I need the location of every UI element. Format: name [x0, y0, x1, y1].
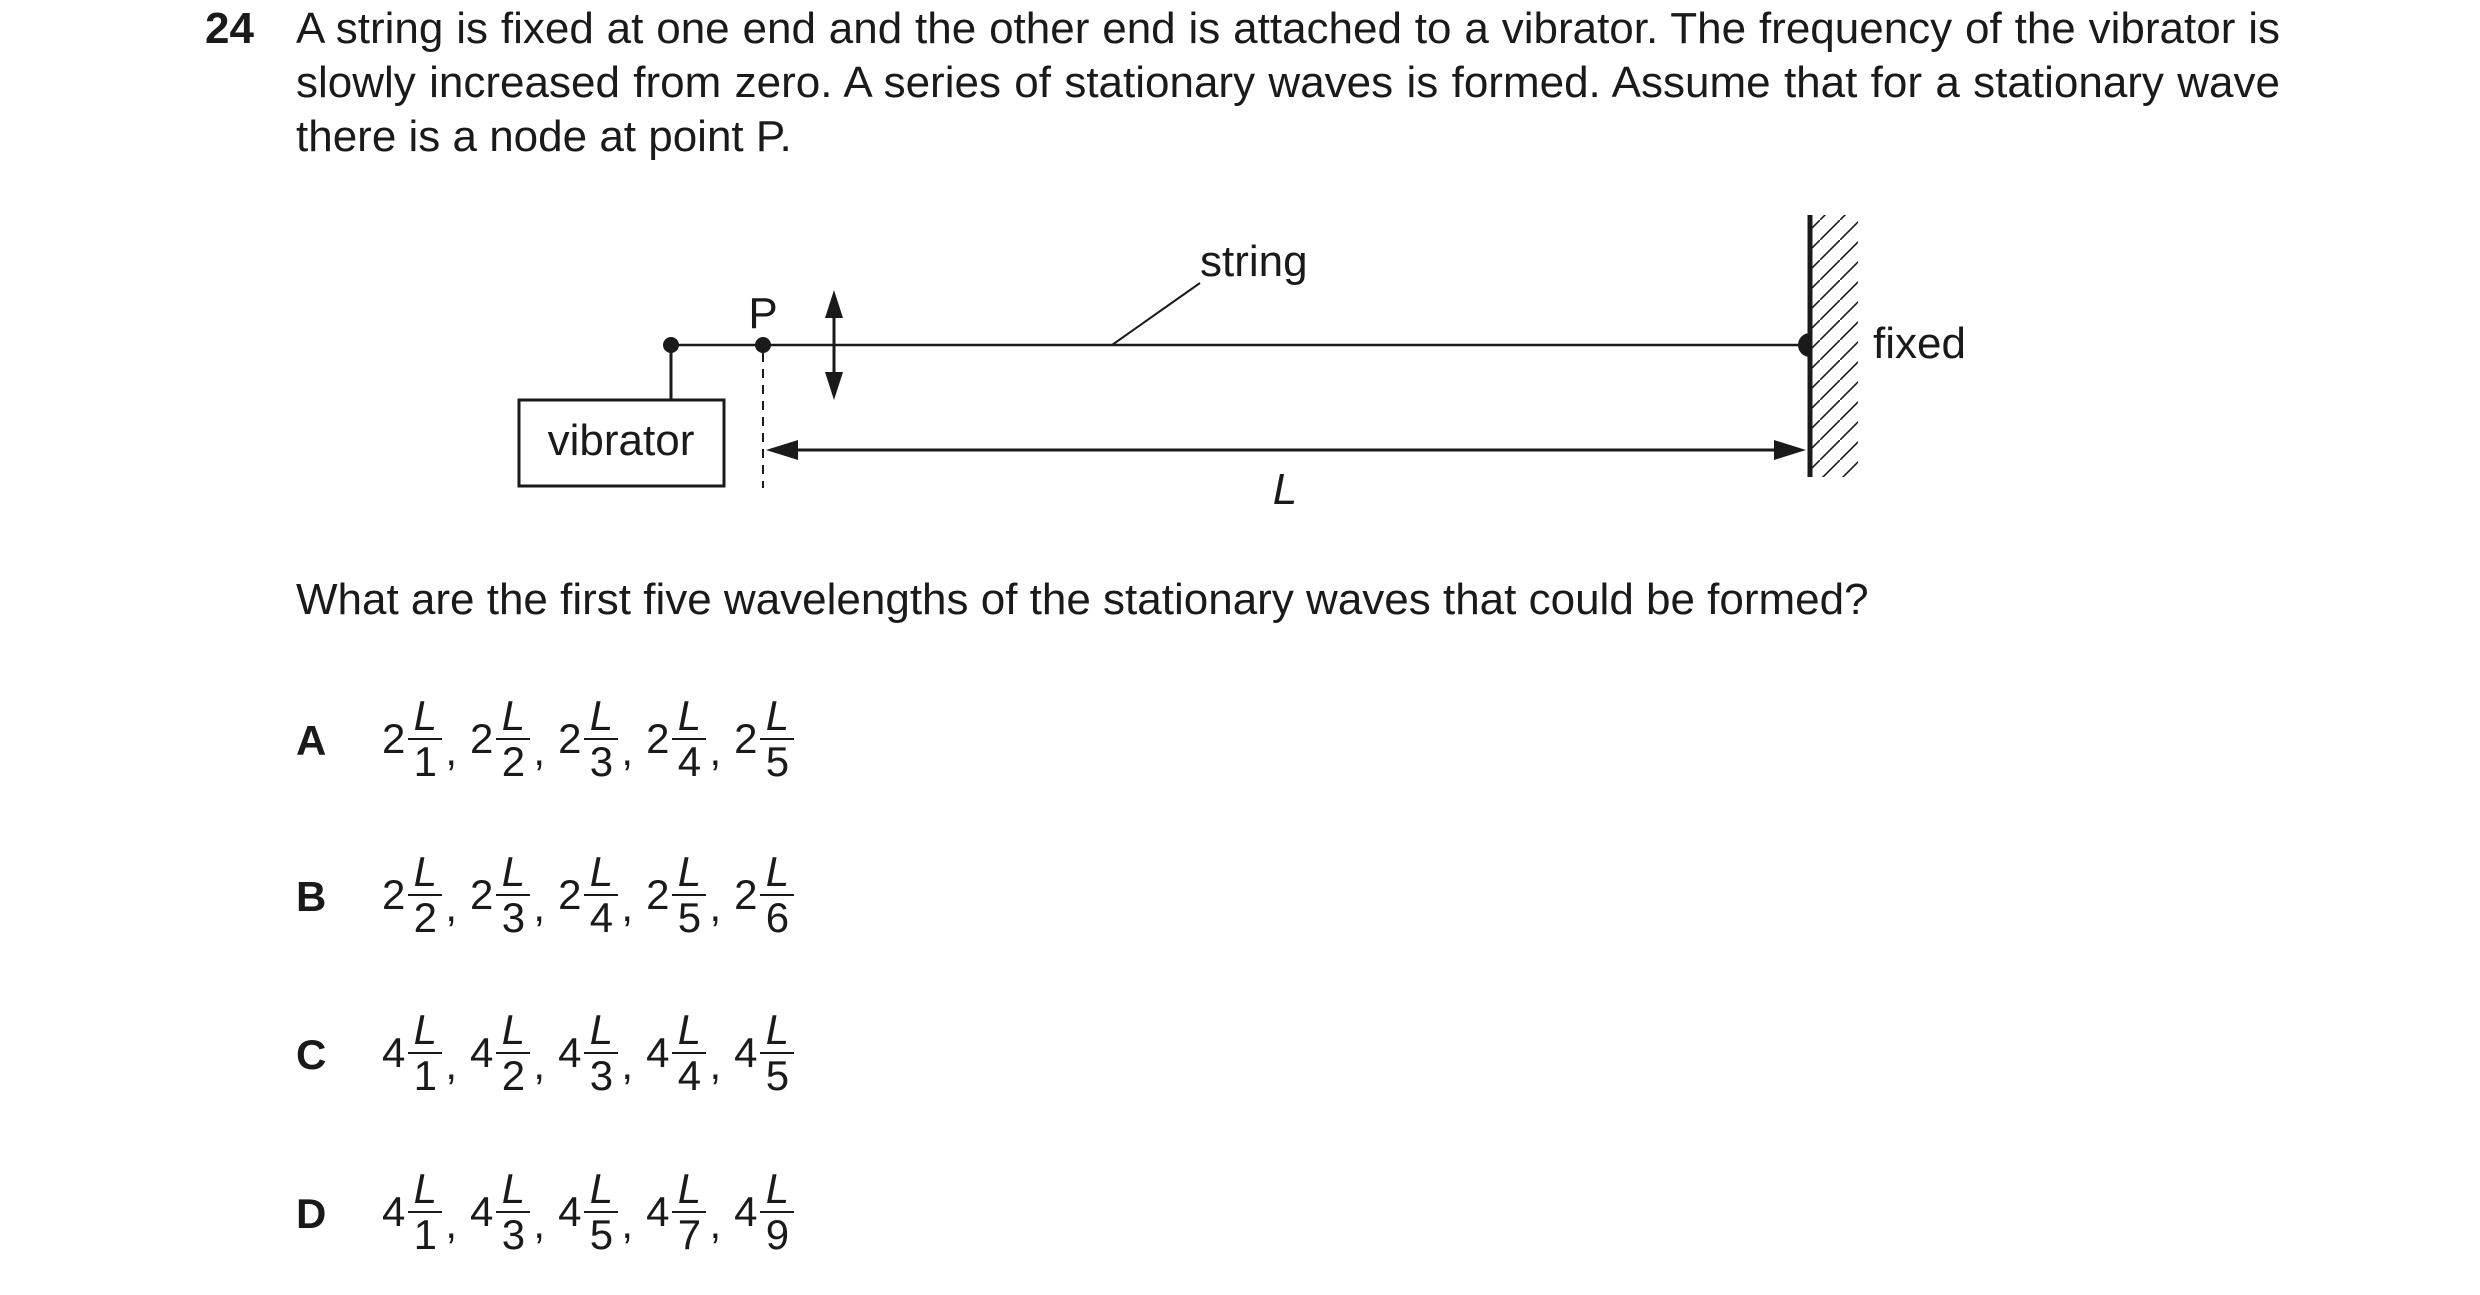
coefficient: 2	[734, 715, 758, 762]
denominator: 5	[589, 1211, 614, 1258]
fraction	[584, 1167, 618, 1257]
option-expression	[382, 840, 794, 950]
stationary-wave-diagram	[0, 0, 2480, 560]
fraction-term	[470, 1167, 530, 1257]
length-dimension-arrow	[766, 440, 1806, 460]
numerator: L	[413, 1165, 438, 1212]
fraction	[760, 694, 794, 784]
coefficient: 2	[382, 715, 406, 762]
string-leader-line	[1112, 283, 1200, 345]
coefficient: 2	[558, 715, 582, 762]
numerator: L	[413, 848, 438, 895]
coefficient: 4	[470, 1029, 494, 1076]
numerator: L	[589, 692, 614, 739]
denominator: 3	[589, 738, 614, 785]
coefficient: 4	[734, 1029, 758, 1076]
fraction	[760, 850, 794, 940]
fraction-term	[646, 1167, 706, 1257]
fraction-term	[734, 850, 794, 940]
coefficient: 4	[382, 1029, 406, 1076]
coefficient: 4	[382, 1188, 406, 1235]
fraction-term	[470, 694, 530, 784]
fraction-term	[558, 694, 618, 784]
question-prompt: What are the first five wavelengths of the stationary waves that could be formed?	[296, 575, 1869, 624]
fraction	[496, 694, 530, 784]
denominator: 4	[589, 894, 614, 941]
denominator: 4	[677, 1052, 702, 1099]
separator-comma: ,	[709, 1041, 722, 1088]
separator-comma: ,	[445, 883, 458, 930]
coefficient: 4	[646, 1188, 670, 1235]
fixed-label: fixed	[1873, 319, 1966, 368]
fraction-term	[470, 850, 530, 940]
fraction-term	[382, 850, 442, 940]
option-letter: B	[296, 873, 327, 920]
numerator: L	[501, 1165, 526, 1212]
denominator: 2	[413, 894, 438, 941]
numerator: L	[413, 692, 438, 739]
denominator: 3	[589, 1052, 614, 1099]
fraction	[408, 1008, 442, 1098]
denominator: 9	[765, 1211, 790, 1258]
fraction-term	[646, 694, 706, 784]
fraction	[408, 694, 442, 784]
coefficient: 4	[470, 1188, 494, 1235]
string-label: string	[1200, 237, 1308, 286]
vibrator-label: vibrator	[547, 416, 695, 465]
fraction-term	[734, 1008, 794, 1098]
fraction	[496, 1008, 530, 1098]
coefficient: 2	[646, 715, 670, 762]
numerator: L	[677, 692, 702, 739]
denominator: 6	[765, 894, 790, 941]
separator-comma: ,	[621, 1041, 634, 1088]
fraction-term	[646, 1008, 706, 1098]
denominator: 5	[677, 894, 702, 941]
fraction	[672, 1008, 706, 1098]
separator-comma: ,	[533, 727, 546, 774]
numerator: L	[589, 1006, 614, 1053]
separator-comma: ,	[533, 1041, 546, 1088]
option-expression	[382, 1157, 794, 1267]
fixed-end-knot	[1798, 333, 1810, 357]
point-p-label: P	[748, 289, 778, 338]
numerator: L	[765, 1165, 790, 1212]
fraction-term	[382, 1008, 442, 1098]
separator-comma: ,	[621, 883, 634, 930]
separator-comma: ,	[709, 883, 722, 930]
denominator: 5	[765, 738, 790, 785]
question-number: 24	[205, 4, 254, 53]
denominator: 1	[413, 738, 438, 785]
separator-comma: ,	[533, 883, 546, 930]
denominator: 7	[677, 1211, 702, 1258]
separator-comma: ,	[445, 1200, 458, 1247]
coefficient: 4	[646, 1029, 670, 1076]
denominator: 3	[501, 1211, 526, 1258]
separator-comma: ,	[709, 1200, 722, 1247]
numerator: L	[501, 1006, 526, 1053]
fraction	[760, 1167, 794, 1257]
numerator: L	[677, 1165, 702, 1212]
fraction-term	[558, 1008, 618, 1098]
numerator: L	[765, 1006, 790, 1053]
fraction-term	[470, 1008, 530, 1098]
option-letter: A	[296, 717, 327, 764]
numerator: L	[589, 1165, 614, 1212]
fraction-term	[558, 1167, 618, 1257]
fraction	[672, 1167, 706, 1257]
separator-comma: ,	[621, 727, 634, 774]
coefficient: 4	[558, 1029, 582, 1076]
fraction	[584, 1008, 618, 1098]
denominator: 2	[501, 738, 526, 785]
numerator: L	[765, 692, 790, 739]
point-p-dot	[755, 337, 771, 353]
separator-comma: ,	[445, 727, 458, 774]
separator-comma: ,	[621, 1200, 634, 1247]
numerator: L	[677, 848, 702, 895]
numerator: L	[765, 848, 790, 895]
fraction	[408, 1167, 442, 1257]
coefficient: 2	[646, 871, 670, 918]
fraction-term	[734, 1167, 794, 1257]
fraction	[408, 850, 442, 940]
fraction	[584, 694, 618, 784]
fraction	[496, 1167, 530, 1257]
numerator: L	[413, 1006, 438, 1053]
coefficient: 4	[734, 1188, 758, 1235]
numerator: L	[501, 692, 526, 739]
fraction	[760, 1008, 794, 1098]
separator-comma: ,	[709, 727, 722, 774]
denominator: 3	[501, 894, 526, 941]
fraction	[672, 694, 706, 784]
separator-comma: ,	[445, 1041, 458, 1088]
fraction-term	[734, 694, 794, 784]
fraction-term	[382, 694, 442, 784]
coefficient: 2	[470, 871, 494, 918]
denominator: 5	[765, 1052, 790, 1099]
coefficient: 2	[470, 715, 494, 762]
question-stem: A string is fixed at one end and the other end is attached to a vibrator. The frequency of the vibrator is slowly increased from zero. A series of stationary waves is formed. Assume that for a stationary wave there is a node at point P.	[296, 4, 2280, 161]
coefficient: 2	[382, 871, 406, 918]
denominator: 4	[677, 738, 702, 785]
fraction-term	[382, 1167, 442, 1257]
option-expression	[382, 998, 794, 1108]
wall-hatching	[1812, 215, 1858, 477]
numerator: L	[677, 1006, 702, 1053]
fraction	[584, 850, 618, 940]
numerator: L	[589, 848, 614, 895]
coefficient: 2	[734, 871, 758, 918]
denominator: 1	[413, 1052, 438, 1099]
denominator: 2	[501, 1052, 526, 1099]
length-label: L	[1272, 465, 1298, 514]
option-letter: C	[296, 1031, 327, 1078]
fraction	[496, 850, 530, 940]
fraction-term	[646, 850, 706, 940]
option-expression	[382, 684, 794, 794]
fraction-term	[558, 850, 618, 940]
coefficient: 4	[558, 1188, 582, 1235]
fraction	[672, 850, 706, 940]
option-letter: D	[296, 1190, 327, 1237]
coefficient: 2	[558, 871, 582, 918]
numerator: L	[501, 848, 526, 895]
separator-comma: ,	[533, 1200, 546, 1247]
denominator: 1	[413, 1211, 438, 1258]
